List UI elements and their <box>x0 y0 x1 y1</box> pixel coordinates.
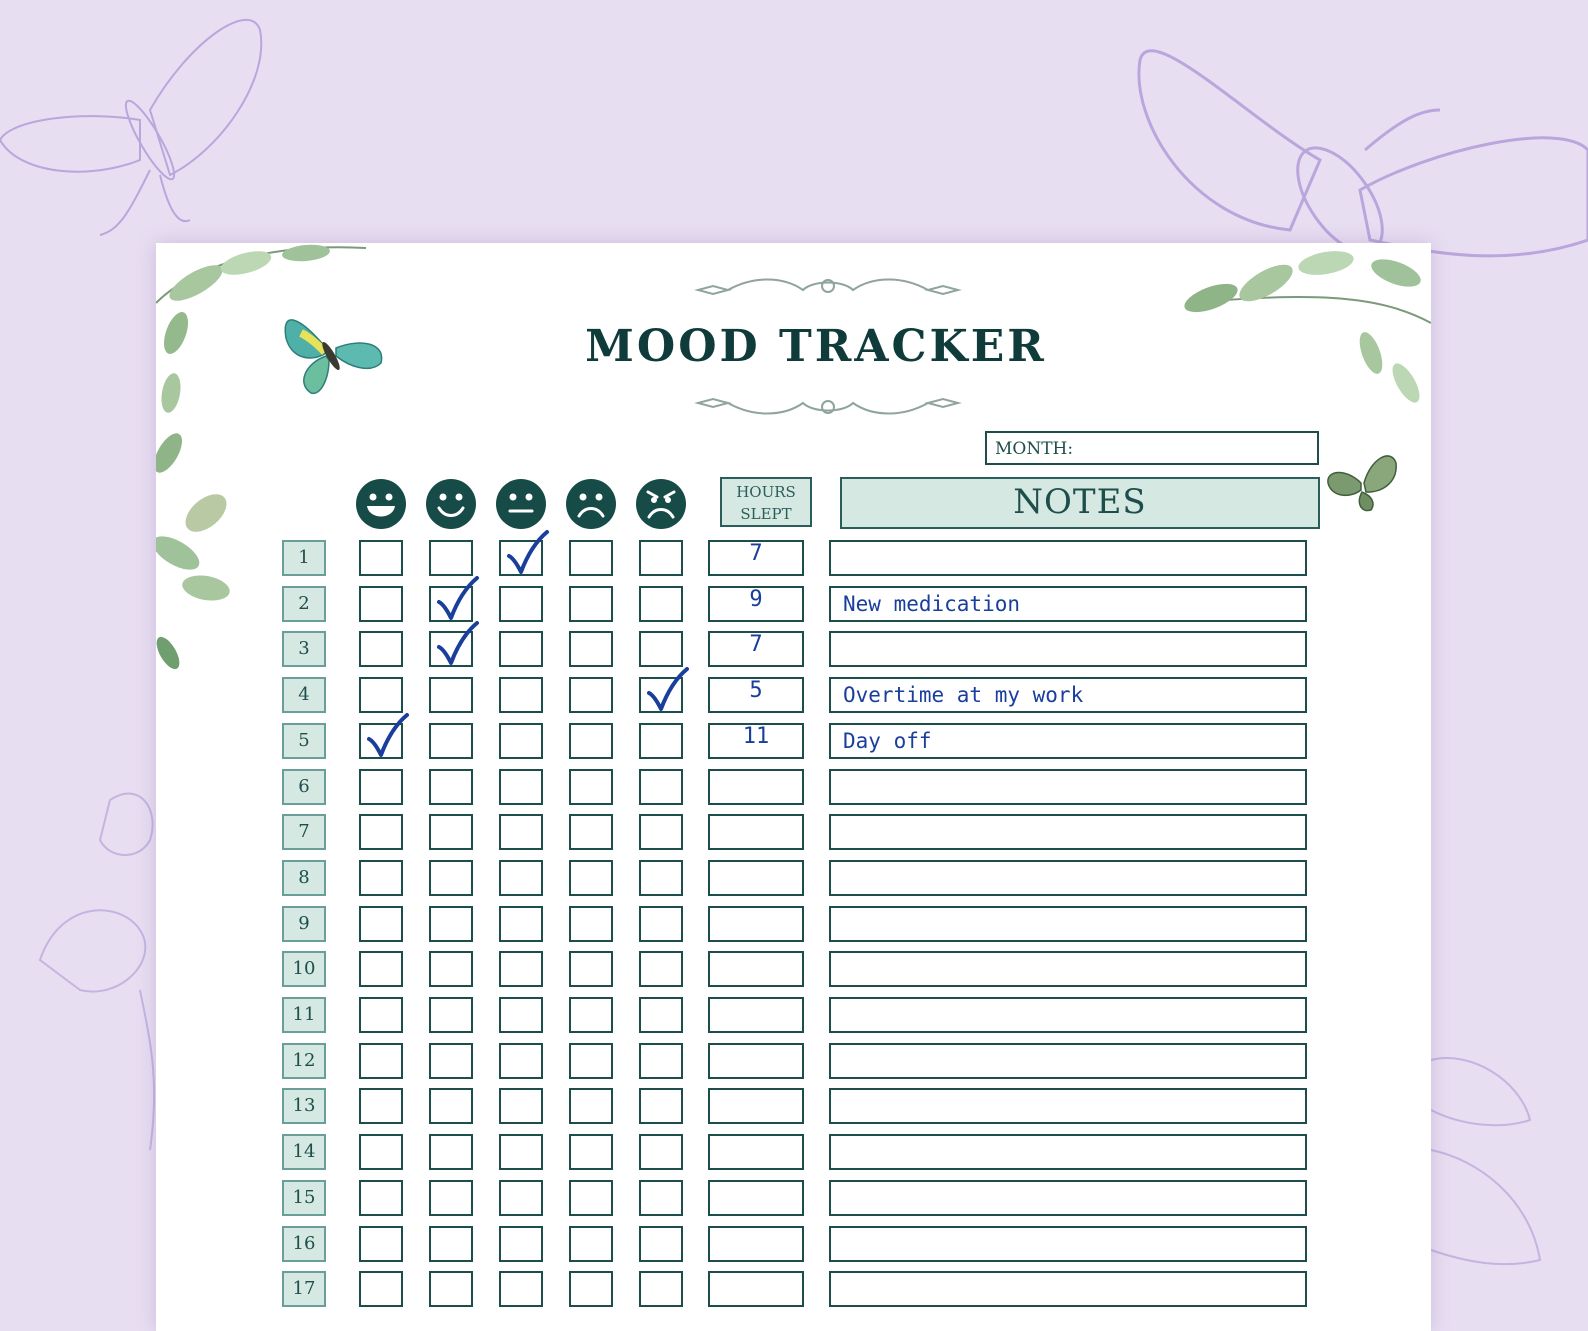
day-number: 17 <box>282 1271 326 1307</box>
happy-checkbox[interactable] <box>429 1088 473 1124</box>
note-field[interactable]: New medication <box>829 586 1307 622</box>
happy-checkbox[interactable] <box>429 540 473 576</box>
angry-checkbox[interactable] <box>639 1088 683 1124</box>
table-row <box>156 997 1431 1035</box>
day-number: 6 <box>282 769 326 805</box>
note-field[interactable] <box>829 997 1307 1033</box>
very-happy-checkbox[interactable] <box>359 586 403 622</box>
neutral-checkbox[interactable] <box>499 1043 543 1079</box>
table-row <box>156 1134 1431 1172</box>
neutral-checkbox[interactable] <box>499 1226 543 1262</box>
table-row <box>156 1180 1431 1218</box>
angry-checkbox[interactable] <box>639 540 683 576</box>
very-happy-checkbox[interactable] <box>359 1043 403 1079</box>
sad-checkbox[interactable] <box>569 723 613 759</box>
sad-checkbox[interactable] <box>569 997 613 1033</box>
neutral-checkbox[interactable] <box>499 860 543 896</box>
neutral-checkbox[interactable] <box>499 951 543 987</box>
very-happy-checkbox[interactable] <box>359 677 403 713</box>
table-row <box>156 769 1431 807</box>
happy-checkbox[interactable] <box>429 997 473 1033</box>
hours-slept-field[interactable]: 9 <box>708 586 804 622</box>
checkmark-icon <box>505 530 549 574</box>
note-field[interactable] <box>829 1043 1307 1079</box>
neutral-checkbox[interactable] <box>499 540 543 576</box>
angry-checkbox[interactable] <box>639 1226 683 1262</box>
sad-checkbox[interactable] <box>569 860 613 896</box>
note-field[interactable] <box>829 631 1307 667</box>
sad-face-icon <box>565 478 617 530</box>
angry-checkbox[interactable] <box>639 997 683 1033</box>
very-happy-checkbox[interactable] <box>359 1226 403 1262</box>
day-number: 8 <box>282 860 326 896</box>
moth-right-icon <box>1139 51 1588 267</box>
angry-checkbox[interactable] <box>639 769 683 805</box>
happy-checkbox[interactable] <box>429 814 473 850</box>
small-butterfly-icon <box>1328 456 1396 511</box>
table-row <box>156 723 1431 761</box>
notes-header: NOTES <box>840 477 1320 529</box>
neutral-checkbox[interactable] <box>499 1271 543 1307</box>
very-happy-checkbox[interactable] <box>359 769 403 805</box>
neutral-checkbox[interactable] <box>499 723 543 759</box>
flower-left-icon <box>40 794 154 1150</box>
sad-checkbox[interactable] <box>569 586 613 622</box>
angry-checkbox[interactable] <box>639 586 683 622</box>
note-field[interactable] <box>829 1180 1307 1216</box>
hours-slept-field[interactable]: 7 <box>708 631 804 667</box>
sad-checkbox[interactable] <box>569 1134 613 1170</box>
table-row <box>156 1226 1431 1264</box>
hours-slept-field[interactable] <box>708 769 804 805</box>
hours-slept-header-line1: HOURS <box>736 483 796 501</box>
table-row <box>156 1088 1431 1126</box>
day-number: 14 <box>282 1134 326 1170</box>
day-number: 7 <box>282 814 326 850</box>
sad-checkbox[interactable] <box>569 1180 613 1216</box>
happy-checkbox[interactable] <box>429 586 473 622</box>
note-field[interactable] <box>829 951 1307 987</box>
day-number: 16 <box>282 1226 326 1262</box>
table-row <box>156 860 1431 898</box>
hours-slept-field[interactable] <box>708 1271 804 1307</box>
day-number: 1 <box>282 540 326 576</box>
neutral-checkbox[interactable] <box>499 997 543 1033</box>
hours-slept-field[interactable] <box>708 1134 804 1170</box>
mood-tracker-page <box>156 243 1431 1331</box>
happy-checkbox[interactable] <box>429 677 473 713</box>
very-happy-checkbox[interactable] <box>359 1088 403 1124</box>
sad-checkbox[interactable] <box>569 769 613 805</box>
hours-slept-field[interactable] <box>708 997 804 1033</box>
sad-checkbox[interactable] <box>569 1088 613 1124</box>
happy-checkbox[interactable] <box>429 906 473 942</box>
neutral-checkbox[interactable] <box>499 769 543 805</box>
note-field[interactable] <box>829 1226 1307 1262</box>
angry-checkbox[interactable] <box>639 951 683 987</box>
happy-checkbox[interactable] <box>429 1134 473 1170</box>
very-happy-checkbox[interactable] <box>359 1271 403 1307</box>
hours-slept-field[interactable] <box>708 1180 804 1216</box>
hours-slept-field[interactable] <box>708 860 804 896</box>
title-flourish-bottom-icon <box>693 391 963 417</box>
sad-checkbox[interactable] <box>569 1271 613 1307</box>
very-happy-checkbox[interactable] <box>359 1134 403 1170</box>
hours-slept-field[interactable]: 11 <box>708 723 804 759</box>
table-row <box>156 814 1431 852</box>
note-field[interactable] <box>829 1134 1307 1170</box>
title-flourish-top-icon <box>693 276 963 302</box>
neutral-checkbox[interactable] <box>499 1088 543 1124</box>
sad-checkbox[interactable] <box>569 540 613 576</box>
angry-checkbox[interactable] <box>639 677 683 713</box>
sad-checkbox[interactable] <box>569 631 613 667</box>
sad-checkbox[interactable] <box>569 677 613 713</box>
happy-checkbox[interactable] <box>429 860 473 896</box>
happy-checkbox[interactable] <box>429 723 473 759</box>
hours-slept-header <box>720 477 812 527</box>
day-number: 2 <box>282 586 326 622</box>
neutral-checkbox[interactable] <box>499 586 543 622</box>
sad-checkbox[interactable] <box>569 814 613 850</box>
page-title: MOOD TRACKER <box>585 321 1047 372</box>
hours-slept-field[interactable] <box>708 951 804 987</box>
table-row <box>156 677 1431 715</box>
day-number: 11 <box>282 997 326 1033</box>
note-field[interactable]: Overtime at my work <box>829 677 1307 713</box>
moth-left-icon <box>0 20 261 235</box>
hours-slept-field[interactable] <box>708 906 804 942</box>
note-field[interactable] <box>829 814 1307 850</box>
very-happy-checkbox[interactable] <box>359 814 403 850</box>
happy-checkbox[interactable] <box>429 1226 473 1262</box>
table-row <box>156 540 1431 578</box>
happy-face-icon <box>425 478 477 530</box>
very-happy-checkbox[interactable] <box>359 1180 403 1216</box>
very-happy-checkbox[interactable] <box>359 951 403 987</box>
neutral-checkbox[interactable] <box>499 814 543 850</box>
hours-slept-field[interactable]: 5 <box>708 677 804 713</box>
angry-checkbox[interactable] <box>639 906 683 942</box>
hours-slept-field[interactable]: 7 <box>708 540 804 576</box>
day-number: 9 <box>282 906 326 942</box>
note-field[interactable] <box>829 906 1307 942</box>
hours-slept-field[interactable] <box>708 1226 804 1262</box>
angry-checkbox[interactable] <box>639 1180 683 1216</box>
very-happy-checkbox[interactable] <box>359 631 403 667</box>
very-happy-checkbox[interactable] <box>359 906 403 942</box>
note-field[interactable] <box>829 860 1307 896</box>
neutral-checkbox[interactable] <box>499 1180 543 1216</box>
table-row <box>156 906 1431 944</box>
table-row <box>156 586 1431 624</box>
sad-checkbox[interactable] <box>569 951 613 987</box>
neutral-face-icon <box>495 478 547 530</box>
checkmark-icon <box>435 621 479 665</box>
note-field[interactable] <box>829 769 1307 805</box>
sad-checkbox[interactable] <box>569 1226 613 1262</box>
angry-checkbox[interactable] <box>639 1271 683 1307</box>
sad-checkbox[interactable] <box>569 1043 613 1079</box>
day-number: 10 <box>282 951 326 987</box>
checkmark-icon <box>365 713 409 757</box>
neutral-checkbox[interactable] <box>499 677 543 713</box>
day-number: 5 <box>282 723 326 759</box>
happy-checkbox[interactable] <box>429 1271 473 1307</box>
very-happy-checkbox[interactable] <box>359 860 403 896</box>
hours-slept-field[interactable] <box>708 1043 804 1079</box>
angry-checkbox[interactable] <box>639 860 683 896</box>
day-number: 4 <box>282 677 326 713</box>
angry-checkbox[interactable] <box>639 631 683 667</box>
neutral-checkbox[interactable] <box>499 631 543 667</box>
mushroom-right-icon <box>1431 1058 1540 1264</box>
day-number: 12 <box>282 1043 326 1079</box>
very-happy-checkbox[interactable] <box>359 723 403 759</box>
table-row <box>156 951 1431 989</box>
very-happy-checkbox[interactable] <box>359 997 403 1033</box>
very-happy-face-icon <box>355 478 407 530</box>
hours-slept-field[interactable] <box>708 1088 804 1124</box>
happy-checkbox[interactable] <box>429 631 473 667</box>
hours-slept-header-line2: SLEPT <box>740 505 792 523</box>
note-field[interactable] <box>829 540 1307 576</box>
note-field[interactable] <box>829 1088 1307 1124</box>
happy-checkbox[interactable] <box>429 1180 473 1216</box>
day-number: 13 <box>282 1088 326 1124</box>
note-field[interactable]: Day off <box>829 723 1307 759</box>
checkmark-icon <box>645 667 689 711</box>
happy-checkbox[interactable] <box>429 1043 473 1079</box>
day-number: 15 <box>282 1180 326 1216</box>
angry-checkbox[interactable] <box>639 723 683 759</box>
neutral-checkbox[interactable] <box>499 906 543 942</box>
note-field[interactable] <box>829 1271 1307 1307</box>
angry-checkbox[interactable] <box>639 814 683 850</box>
day-number: 3 <box>282 631 326 667</box>
neutral-checkbox[interactable] <box>499 1134 543 1170</box>
hours-slept-field[interactable] <box>708 814 804 850</box>
angry-face-icon <box>635 478 687 530</box>
angry-checkbox[interactable] <box>639 1043 683 1079</box>
checkmark-icon <box>435 576 479 620</box>
table-row <box>156 1043 1431 1081</box>
angry-checkbox[interactable] <box>639 1134 683 1170</box>
table-row <box>156 1271 1431 1309</box>
happy-checkbox[interactable] <box>429 769 473 805</box>
very-happy-checkbox[interactable] <box>359 540 403 576</box>
month-field[interactable]: MONTH: <box>985 431 1319 465</box>
happy-checkbox[interactable] <box>429 951 473 987</box>
sad-checkbox[interactable] <box>569 906 613 942</box>
table-row <box>156 631 1431 669</box>
